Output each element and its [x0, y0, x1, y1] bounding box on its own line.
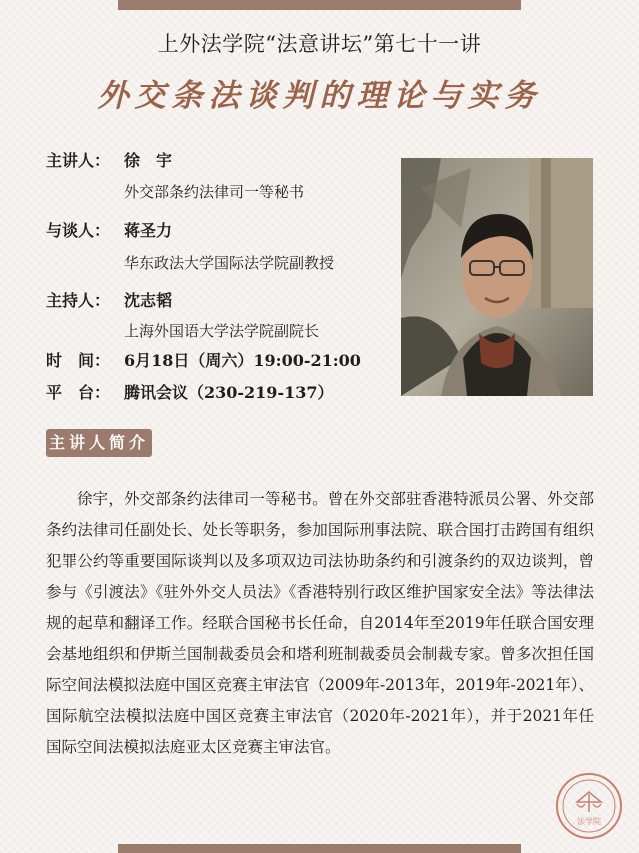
school-seal-icon — [555, 772, 623, 840]
lecture-title: 外交条法谈判的理论与实务 — [97, 78, 542, 114]
speaker-photo — [401, 158, 593, 396]
speaker-row — [46, 148, 172, 171]
bottom-decor-bar — [118, 844, 521, 853]
discussant-label: 与谈人： — [46, 221, 111, 240]
time-value: 6月18日（周六）19:00-21:00 — [124, 351, 361, 370]
speaker-title: 外交部条约法律司一等秘书 — [124, 183, 305, 201]
host-title: 上海外国语大学法学院副院长 — [124, 322, 320, 340]
platform-row — [46, 380, 333, 403]
discussant-row — [46, 218, 172, 241]
speaker-name: 徐 宇 — [124, 151, 173, 170]
time-label: 时 间： — [46, 351, 111, 370]
speaker-bio: 徐宇，外交部条约法律司一等秘书。曾在外交部驻香港特派员公署、外交部条约法律司任副处长、处长等职务，参加国际刑事法院、联合国打击跨国有组织犯罪公约等重要国际谈判以及多项双边司法协助条约和引渡条约的双边谈判，曾参与《引渡法》《驻外外交人员法》《香港特别行政区维护国家安全法》等法律法规的起草和翻译工作。经联合国秘书长任命，自2014年至2019年任联合国安理会基地组织和伊斯兰国制裁委员会和塔利班制裁委员会制裁专家。曾多次担任国际空间法模拟法庭中国区竞赛主审法官（2009年-2013年，2019年-2021年）、国际航空法模拟法庭中国区竞赛主审法官（2020年-2021年），并于2021年任国际空间法模拟法庭亚太区竞赛主审法官。 — [46, 490, 595, 756]
host-name: 沈志韬 — [124, 291, 173, 310]
discussant-name: 蒋圣力 — [124, 221, 173, 240]
speaker-label: 主讲人： — [46, 151, 111, 170]
platform-value: 腾讯会议（230-219-137） — [124, 383, 334, 402]
time-row — [46, 348, 361, 371]
host-label: 主持人： — [46, 291, 111, 310]
speaker-bio-tag: 主讲人简介 — [46, 429, 152, 457]
discussant-title: 华东政法大学国际法学院副教授 — [124, 254, 335, 272]
lecture-series-heading: 上外法学院“法意讲坛”第七十一讲 — [157, 32, 482, 56]
top-decor-bar — [118, 0, 521, 10]
host-row — [46, 288, 172, 311]
seal-text: 法学院 — [577, 817, 601, 826]
platform-label: 平 台： — [46, 383, 111, 402]
